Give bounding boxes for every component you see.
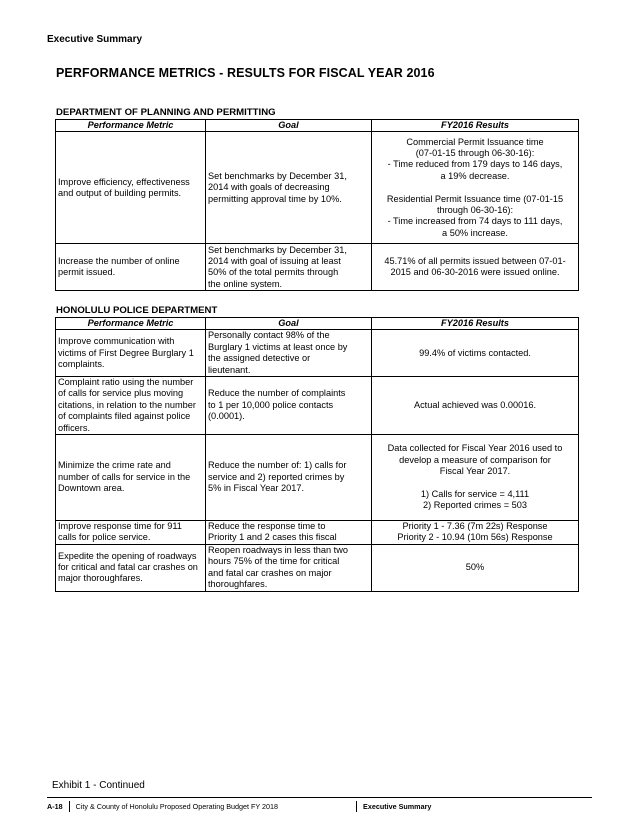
text-line: thoroughfares. [208, 579, 268, 590]
metric-cell-text [58, 256, 203, 279]
metric-cell-text [58, 336, 203, 370]
text-line: complaints. [58, 358, 105, 369]
text-line: Priority 2 - 10.94 (10m 56s) Response [397, 532, 553, 543]
text-line: and output of building permits. [58, 187, 182, 198]
metric-cell [56, 377, 206, 435]
results-cell [372, 377, 579, 435]
col-header-goal: Goal [206, 120, 372, 132]
page-title: PERFORMANCE METRICS - RESULTS FOR FISCAL YEAR 2016 [56, 66, 435, 80]
col-header-results: FY2016 Results [372, 318, 579, 330]
running-header: Executive Summary [47, 34, 143, 45]
table-row [56, 521, 579, 545]
publication-title: City & County of Honolulu Proposed Operating Budget FY 2018 [75, 802, 279, 811]
text-line: calls for police service. [58, 532, 151, 543]
text-line: of calls for service plus moving [58, 388, 184, 399]
text-line: Actual achieved was 0.00016. [413, 399, 537, 410]
text-line: number of calls for service in the [58, 471, 191, 482]
metric-cell-text [58, 460, 203, 494]
text-line [374, 478, 576, 489]
text-line: Data collected for Fiscal Year 2016 used to [387, 443, 563, 454]
text-line: 2014 with goals of decreasing [208, 182, 330, 193]
results-cell-text [374, 400, 576, 411]
text-line: 2) Reported crimes = 503 [423, 500, 527, 511]
text-line: and fatal car crashes on major [208, 567, 332, 578]
goal-cell [206, 521, 372, 545]
goal-cell-text [208, 388, 369, 422]
text-line: (0.0001). [208, 411, 245, 422]
table-police [55, 317, 579, 592]
text-line: a 19% decrease. [440, 170, 510, 181]
results-cell-text [374, 256, 576, 279]
text-line: lieutenant. [208, 364, 251, 375]
goal-cell [206, 330, 372, 377]
table-row [56, 544, 579, 591]
results-cell [372, 435, 579, 521]
page-number: A-18 [47, 802, 63, 811]
results-cell-text [374, 443, 576, 511]
goal-cell [206, 377, 372, 435]
text-line: permitting approval time by 10%. [208, 193, 342, 204]
goal-cell [206, 244, 372, 291]
metric-cell [56, 244, 206, 291]
text-line: to 1 per 10,000 police contacts [208, 399, 334, 410]
col-header-metric: Performance Metric [56, 120, 206, 132]
table-row [56, 330, 579, 377]
table-planning [55, 119, 579, 291]
metric-cell [56, 521, 206, 545]
text-line [374, 182, 576, 193]
col-header-metric: Performance Metric [56, 318, 206, 330]
text-line: service and 2) reported crimes by [208, 471, 345, 482]
text-line: the online system. [208, 278, 283, 289]
text-line: Improve efficiency, effectiveness [58, 176, 190, 187]
results-cell [372, 521, 579, 545]
metric-cell [56, 435, 206, 521]
text-line: Reduce the number of: 1) calls for [208, 460, 347, 471]
text-line: Set benchmarks by December 31, [208, 170, 347, 181]
text-line: Improve communication with [58, 336, 175, 347]
metric-cell [56, 544, 206, 591]
goal-cell-text [208, 460, 369, 494]
text-line: Reduce the response time to [208, 521, 326, 532]
text-line: permit issued. [58, 267, 116, 278]
text-line: 50% of the total permits through [208, 267, 339, 278]
text-line: major thoroughfares. [58, 573, 143, 584]
text-line: Complaint ratio using the number [58, 377, 194, 388]
col-header-goal: Goal [206, 318, 372, 330]
page-footer [47, 801, 431, 812]
table-row [56, 377, 579, 435]
text-line: Reduce the number of complaints [208, 388, 346, 399]
table-row [56, 132, 579, 244]
text-line: Improve response time for 911 [58, 521, 182, 532]
footer-rule [47, 797, 592, 798]
table-row [56, 244, 579, 291]
text-line: 45.71% of all permits issued between 07-01- [384, 256, 566, 266]
text-line: develop a measure of comparison for [399, 454, 551, 465]
text-line: officers. [58, 422, 90, 433]
text-line: Priority 1 - 7.36 (7m 22s) Response [402, 521, 548, 532]
text-line: the assigned detective or [208, 353, 311, 364]
dept-title-police: HONOLULU POLICE DEPARTMENT [56, 305, 218, 316]
text-line: of complaints filed against police [58, 411, 191, 422]
text-line: for critical and fatal car crashes on [58, 561, 198, 572]
text-line: 50% [465, 561, 485, 572]
results-cell [372, 244, 579, 291]
text-line: Burglary 1 victims at least once by [208, 341, 348, 352]
metric-cell-text [58, 521, 203, 544]
results-cell [372, 132, 579, 244]
text-line: Downtown area. [58, 483, 125, 494]
text-line: Reopen roadways in less than two [208, 544, 348, 555]
text-line: (07-01-15 through 06-30-16): [415, 147, 535, 158]
text-line: a 50% increase. [442, 227, 508, 238]
results-cell-text [374, 348, 576, 359]
results-cell [372, 544, 579, 591]
table-header-row [56, 120, 579, 132]
results-cell-text [374, 521, 576, 544]
footer-divider [356, 801, 357, 812]
goal-cell [206, 544, 372, 591]
text-line: Commercial Permit Issuance time [406, 136, 544, 147]
metric-cell-text [58, 551, 203, 585]
goal-cell-text [208, 545, 369, 591]
goal-cell-text [208, 330, 369, 376]
goal-cell [206, 435, 372, 521]
goal-cell [206, 132, 372, 244]
exhibit-label: Exhibit 1 - Continued [52, 780, 145, 791]
text-line: 2015 and 06-30-2016 were issued online. [390, 267, 560, 278]
goal-cell-text [208, 521, 369, 544]
text-line: 99.4% of victims contacted. [419, 347, 531, 358]
text-line: Minimize the crime rate and [58, 460, 171, 471]
footer-section: Executive Summary [363, 802, 432, 811]
footer-divider [69, 801, 70, 812]
results-cell [372, 330, 579, 377]
text-line: Expedite the opening of roadways [58, 550, 197, 561]
results-cell-text [374, 562, 576, 573]
text-line: 5% in Fiscal Year 2017. [208, 483, 305, 494]
text-line: Set benchmarks by December 31, [208, 244, 347, 255]
table-header-row [56, 318, 579, 330]
table-row [56, 435, 579, 521]
metric-cell-text [58, 177, 203, 200]
col-header-results: FY2016 Results [372, 120, 579, 132]
metric-cell [56, 132, 206, 244]
text-line: 1) Calls for service = 4,111 [420, 488, 530, 499]
text-line: Increase the number of online [58, 256, 180, 266]
text-line: - Time reduced from 179 days to 146 days, [387, 159, 563, 170]
text-line: hours 75% of the time for critical [208, 556, 340, 567]
dept-title-planning: DEPARTMENT OF PLANNING AND PERMITTING [56, 107, 276, 118]
text-line: Residential Permit Issuance time (07-01-15 [386, 193, 564, 204]
results-cell-text [374, 137, 576, 240]
text-line: through 06-30-16): [436, 205, 514, 216]
text-line: Personally contact 98% of the [208, 330, 330, 341]
text-line: citations, in relation to the number [58, 399, 196, 410]
goal-cell-text [208, 245, 369, 291]
goal-cell-text [208, 171, 369, 205]
text-line: - Time increased from 74 days to 111 days, [387, 216, 563, 227]
metric-cell-text [58, 377, 203, 434]
metric-cell [56, 330, 206, 377]
text-line: Fiscal Year 2017. [439, 466, 511, 477]
text-line: victims of First Degree Burglary 1 [58, 347, 194, 358]
text-line: Priority 1 and 2 cases this fiscal [208, 532, 337, 543]
text-line: 2014 with goal of issuing at least [208, 256, 341, 266]
